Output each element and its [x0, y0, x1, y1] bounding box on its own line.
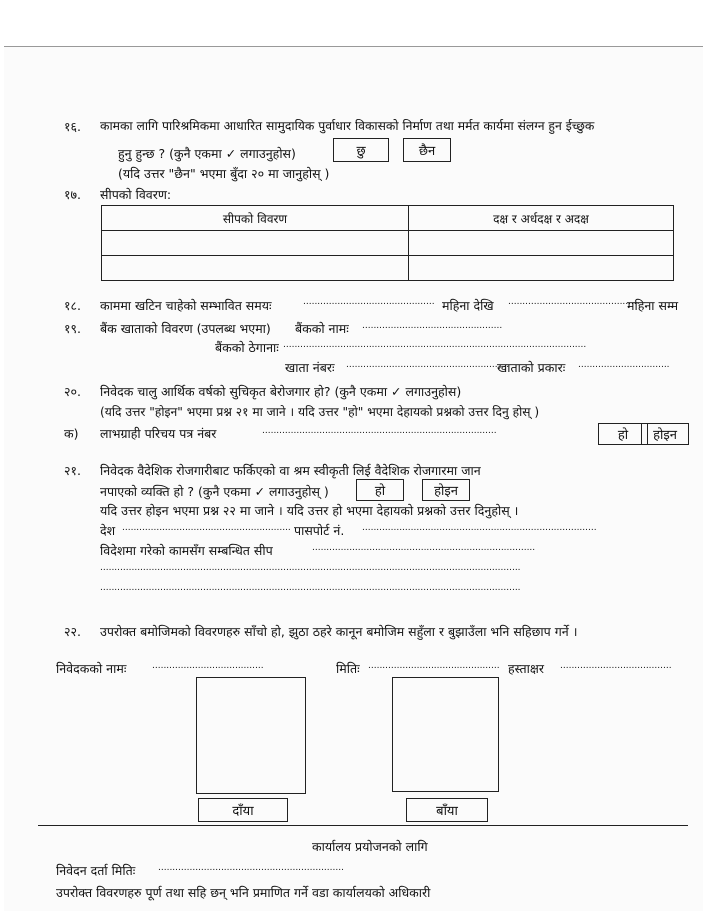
country-label: देश: [100, 523, 116, 538]
bank-address-dots[interactable]: ..........................................................................................................: [283, 340, 587, 350]
q18-number: १८.: [64, 298, 81, 313]
q21-line3: यदि उत्तर होइन भएमा प्रश्न २२ मा जाने । यदि उत्तर हो भएमा देहायको प्रश्नको उत्तर दिनुहोस् ।: [100, 503, 519, 518]
registration-date-label: निवेदन दर्ता मितिः: [56, 863, 136, 878]
q19-number: १९.: [64, 321, 81, 336]
passport-dots[interactable]: ..................................................................................: [362, 523, 597, 533]
left-thumb-label: बाँया: [406, 798, 488, 822]
country-dots[interactable]: ...........................................................: [122, 523, 291, 533]
applicant-name-dots[interactable]: .......................................: [152, 661, 264, 671]
q21-no-box[interactable]: होइन: [422, 479, 470, 501]
office-use-title: कार्यालय प्रयोजनको लागि: [312, 839, 428, 854]
q20-line2: (यदि उत्तर "होइन" भएमा प्रश्न २१ मा जाने । यदि उत्तर "हो" भएमा देहायको प्रश्नको उत्तर दिनु होस् ): [100, 405, 540, 419]
top-edge: [4, 6, 703, 47]
q20-no-box[interactable]: होइन: [641, 423, 689, 445]
q16-line3: (यदि उत्तर "छैन" भएमा बुँदा २० मा जानुहोस् ): [118, 166, 330, 181]
skill-table-cell[interactable]: [409, 231, 674, 256]
q18-to-label: महिना सम्म: [627, 298, 679, 313]
q20-sub-label: लाभग्राही परिचय पत्र नंबर: [100, 426, 217, 441]
q19-label: बैंक खाताको विवरण (उपलब्ध भएमा): [100, 321, 271, 336]
account-number-dots[interactable]: .........................................................: [346, 360, 510, 370]
right-thumb-label: दाँया: [198, 798, 288, 822]
q17-number: १७.: [64, 187, 81, 202]
skill-table-cell[interactable]: [102, 256, 409, 281]
q18-from-label: महिना देखि: [442, 298, 494, 313]
skill-table: [101, 205, 674, 281]
q20-line1: निवेदक चालु आर्थिक वर्षको सुचिकृत बेरोजगार हो? (कुनै एकमा ✓ लगाउनुहोस): [100, 384, 462, 399]
right-thumbprint-box[interactable]: [196, 677, 306, 794]
account-type-label: खाताको प्रकारः: [497, 360, 566, 375]
q17-title: सीपको विवरण:: [100, 187, 172, 202]
q21-line1: निवेदक वैदेशिक रोजगारीबाट फर्किएको वा श्रम स्वीकृती लिई वैदेशिक रोजगारमा जान: [100, 463, 481, 478]
q18-from-dots[interactable]: ..............................................: [303, 297, 435, 307]
skill-table-cell[interactable]: [409, 256, 674, 281]
q16-line2: हुनु हुन्छ ? (कुनै एकमा ✓ लगाउनुहोस): [118, 146, 296, 161]
q22-number: २२.: [64, 624, 81, 639]
left-thumbprint-box[interactable]: [392, 677, 499, 792]
skill-table-cell[interactable]: [102, 231, 409, 256]
bank-name-dots[interactable]: .................................................: [362, 321, 503, 331]
q22-text: उपरोक्त बमोजिमको विवरणहरु साँचो हो, झुठा ठहरे कानून बमोजिम सहुँला र बुझाउँला भनि सहिछाप गर्ने ।: [100, 624, 578, 639]
q16-yes-box[interactable]: छु: [333, 138, 389, 162]
q16-line1: कामका लागि पारिश्रमिकमा आधारित सामुदायिक पुर्वाधार विकासको निर्माण तथा मर्मत कार्यमा संलग्न हुन ईच्छुक: [100, 119, 595, 133]
bank-name-label: बैंकको नामः: [295, 321, 349, 336]
foreign-skill-label: विदेशमा गरेको कामसँग सम्बन्धित सीप: [100, 543, 273, 558]
skill-table-header-level: दक्ष र अर्धदक्ष र अदक्ष: [409, 206, 674, 231]
bank-address-label: बैंकको ठेगानाः: [215, 340, 279, 355]
account-number-label: खाता नंबरः: [285, 360, 335, 375]
skill-table-header-skill: सीपको विवरण: [102, 206, 409, 231]
foreign-skill-dots[interactable]: ..............................................................................: [312, 543, 536, 553]
q18-label: काममा खटिन चाहेको सम्भावित समयः: [100, 298, 272, 313]
q21-yes-box[interactable]: हो: [356, 479, 404, 501]
q20-sub-dots[interactable]: ..................................................................................: [262, 426, 497, 436]
q16-no-box[interactable]: छैन: [403, 138, 451, 162]
date-label: मितिः: [336, 661, 360, 676]
date-dots[interactable]: ..............................................: [368, 661, 500, 671]
q21-number: २१.: [64, 463, 81, 478]
ward-officer-certification: उपरोक्त विवरणहरु पूर्ण तथा सहि छन् भनि प्रमाणित गर्ने वडा कार्यालयको अधिकारी: [56, 885, 431, 900]
q20-yes-box[interactable]: हो: [598, 423, 648, 445]
q20-number: २०.: [64, 384, 81, 399]
q16-number: १६.: [64, 119, 81, 134]
applicant-name-label: निवेदकको नामः: [56, 661, 127, 676]
q21-line2: नपाएको व्यक्ति हो ? (कुनै एकमा ✓ लगाउनुहोस् ): [100, 484, 329, 499]
signature-dots[interactable]: .......................................: [560, 661, 672, 671]
foreign-skill-dots-line[interactable]: ...................................................................................................................................................: [100, 563, 521, 573]
registration-date-dots[interactable]: .................................................................: [158, 863, 344, 873]
account-type-dots[interactable]: ................................: [578, 360, 670, 370]
q20-sub-number: क): [64, 426, 79, 441]
q18-to-dots[interactable]: ..............................................: [508, 297, 640, 307]
office-divider: [38, 825, 688, 826]
passport-label: पासपोर्ट नं.: [294, 523, 345, 538]
foreign-skill-dots-line[interactable]: ...................................................................................................................................................: [100, 583, 521, 593]
signature-label: हस्ताक्षर: [508, 661, 544, 676]
